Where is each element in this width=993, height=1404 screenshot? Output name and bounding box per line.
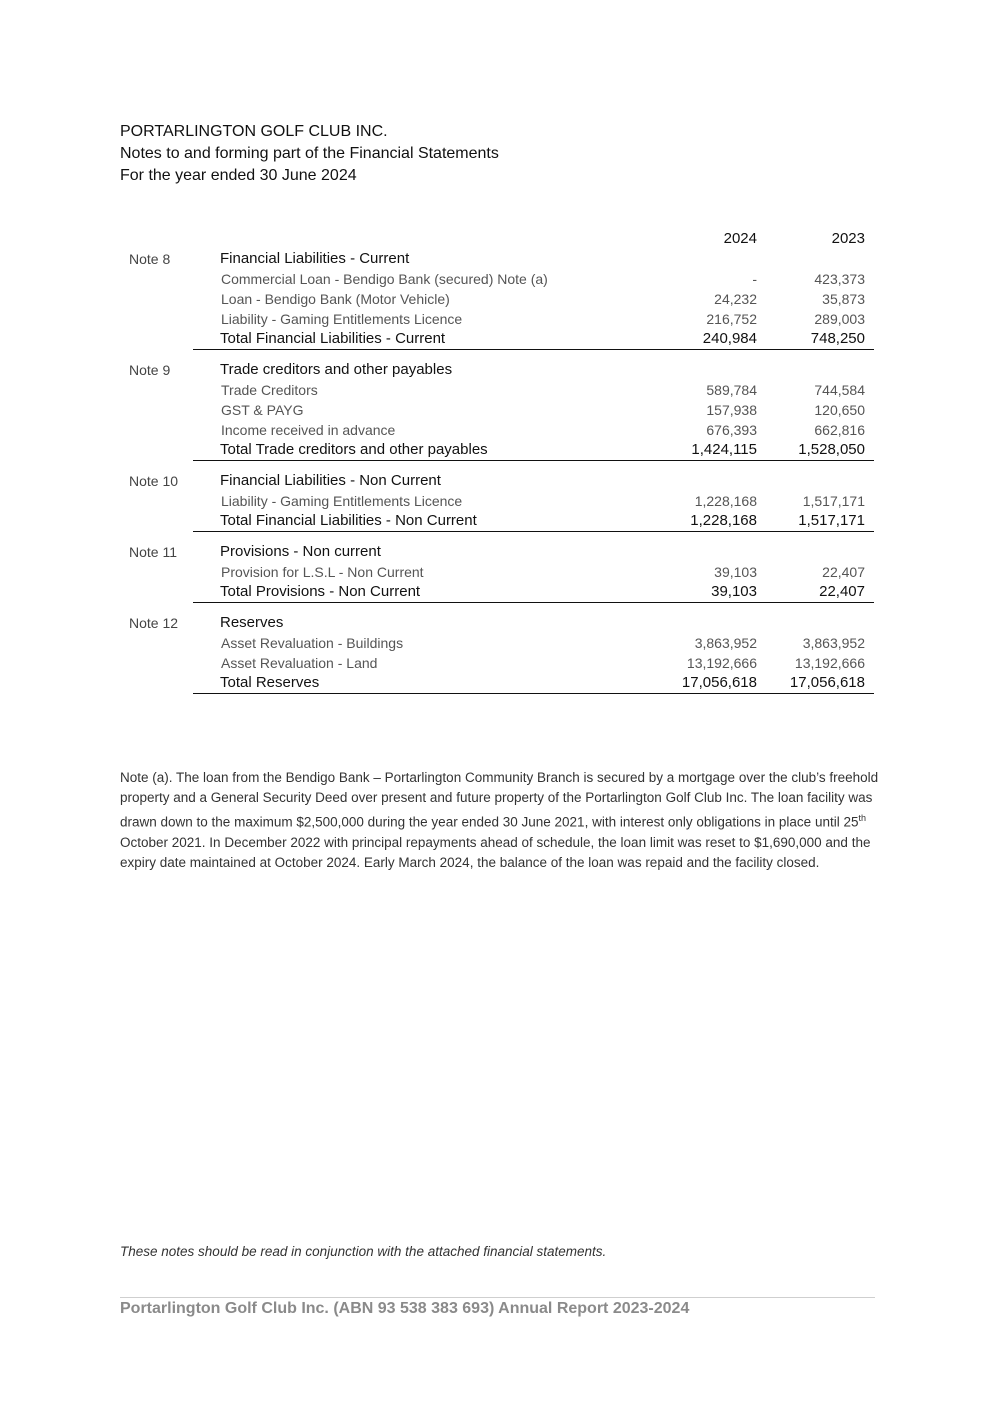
value-2024: 676,393 bbox=[706, 422, 757, 438]
note-section bbox=[0, 249, 993, 350]
section-gap bbox=[0, 350, 993, 360]
note-heading bbox=[0, 360, 993, 380]
value-2024: 240,984 bbox=[702, 330, 757, 347]
value-2024: 216,752 bbox=[706, 311, 757, 327]
value-2024: 3,863,952 bbox=[694, 635, 757, 651]
disclaimer-text: These notes should be read in conjunction with the attached financial statements. bbox=[120, 1244, 607, 1259]
total-row bbox=[193, 440, 874, 461]
section-gap bbox=[0, 461, 993, 471]
row-label: Loan - Bendigo Bank (Motor Vehicle) bbox=[221, 291, 450, 307]
total-row bbox=[193, 511, 874, 532]
row-label: Asset Revaluation - Land bbox=[221, 655, 378, 671]
row-label: Total Financial Liabilities - Non Current bbox=[220, 512, 477, 529]
note-section bbox=[0, 471, 993, 532]
year-header-row bbox=[0, 228, 993, 250]
value-2024: 24,232 bbox=[714, 291, 757, 307]
document-subtitle: Notes to and forming part of the Financial Statements bbox=[120, 145, 499, 162]
value-2024: 39,103 bbox=[714, 564, 757, 580]
value-2024: 39,103 bbox=[711, 583, 757, 600]
note-heading-text: Financial Liabilities - Current bbox=[220, 250, 410, 267]
value-2024: 13,192,666 bbox=[686, 655, 757, 671]
line-item-row bbox=[0, 269, 993, 289]
note-section bbox=[0, 542, 993, 603]
value-2023: 120,650 bbox=[814, 402, 865, 418]
note-label: Note 10 bbox=[129, 473, 179, 489]
note-heading bbox=[0, 542, 993, 562]
note-heading-text: Financial Liabilities - Non Current bbox=[220, 472, 441, 489]
row-label: Total Reserves bbox=[220, 674, 320, 691]
value-2024: - bbox=[752, 271, 757, 287]
value-2023: 3,863,952 bbox=[802, 635, 865, 651]
row-label: Trade Creditors bbox=[221, 382, 318, 398]
value-2023: 1,528,050 bbox=[798, 441, 865, 458]
footnote-superscript: th bbox=[858, 813, 866, 823]
footnote-note-a bbox=[120, 768, 880, 873]
note-heading bbox=[0, 471, 993, 491]
page-footer: Portarlington Golf Club Inc. (ABN 93 538 383 693) Annual Report 2023-2024 bbox=[120, 1300, 690, 1317]
value-2023: 22,407 bbox=[819, 583, 865, 600]
value-2023: 22,407 bbox=[822, 564, 865, 580]
line-item-row bbox=[0, 633, 993, 653]
notes-table bbox=[0, 249, 993, 694]
note-heading-text: Reserves bbox=[220, 614, 284, 631]
row-label: Liability - Gaming Entitlements Licence bbox=[221, 493, 463, 509]
value-2024: 17,056,618 bbox=[681, 674, 757, 691]
year-2024-header: 2024 bbox=[723, 230, 757, 247]
value-2024: 1,228,168 bbox=[690, 512, 757, 529]
value-2024: 157,938 bbox=[706, 402, 757, 418]
section-gap bbox=[0, 603, 993, 613]
value-2023: 662,816 bbox=[814, 422, 865, 438]
value-2024: 589,784 bbox=[706, 382, 757, 398]
footnote-text-part1: Note (a). The loan from the Bendigo Bank – Portarlington Community Branch is secured by a mortgage over the club’s freehold property and a General Security Deed over present and future property of the Portarlington Golf Club Inc. The loan facility was drawn down to the maximum $2,500,000 during the year ended 30 June 2021, with interest only obligations in place until 25 bbox=[120, 770, 879, 830]
note-heading-text: Trade creditors and other payables bbox=[220, 361, 453, 378]
line-item-row bbox=[0, 420, 993, 440]
line-item-row bbox=[0, 491, 993, 511]
note-label: Note 8 bbox=[129, 251, 171, 267]
year-2023-header: 2023 bbox=[831, 230, 865, 247]
value-2023: 35,873 bbox=[822, 291, 865, 307]
note-heading bbox=[0, 249, 993, 269]
value-2023: 13,192,666 bbox=[794, 655, 865, 671]
row-label: Total Provisions - Non Current bbox=[220, 583, 421, 600]
note-label: Note 12 bbox=[129, 615, 179, 631]
value-2024: 1,424,115 bbox=[691, 441, 757, 458]
row-label: Total Trade creditors and other payables bbox=[220, 441, 488, 458]
row-label: Asset Revaluation - Buildings bbox=[221, 635, 404, 651]
line-item-row bbox=[0, 653, 993, 673]
line-item-row bbox=[0, 289, 993, 309]
value-2023: 1,517,171 bbox=[802, 493, 865, 509]
line-item-row bbox=[0, 562, 993, 582]
row-label: Provision for L.S.L - Non Current bbox=[221, 564, 424, 580]
row-label: Total Financial Liabilities - Current bbox=[220, 330, 446, 347]
footnote-text-part2: October 2021. In December 2022 with principal repayments ahead of schedule, the loan limit was reset to $1,690,000 and the expiry date maintained at October 2024. Early March 2024, the balance of the loan was repaid and the facility closed. bbox=[120, 834, 871, 870]
line-item-row bbox=[0, 309, 993, 329]
note-label: Note 11 bbox=[129, 544, 177, 560]
value-2023: 748,250 bbox=[810, 330, 865, 347]
total-row bbox=[193, 329, 874, 350]
note-section bbox=[0, 613, 993, 694]
value-2024: 1,228,168 bbox=[694, 493, 757, 509]
note-heading bbox=[0, 613, 993, 633]
value-2023: 17,056,618 bbox=[789, 674, 865, 691]
note-label: Note 9 bbox=[129, 362, 171, 378]
value-2023: 1,517,171 bbox=[798, 512, 865, 529]
line-item-row bbox=[0, 380, 993, 400]
reporting-period: For the year ended 30 June 2024 bbox=[120, 167, 357, 184]
row-label: Income received in advance bbox=[221, 422, 396, 438]
footer-divider bbox=[120, 1297, 875, 1298]
org-name: PORTARLINGTON GOLF CLUB INC. bbox=[120, 123, 388, 140]
row-label: Commercial Loan - Bendigo Bank (secured) Note (a) bbox=[221, 271, 548, 287]
value-2023: 289,003 bbox=[814, 311, 865, 327]
total-row bbox=[193, 673, 874, 694]
section-gap bbox=[0, 532, 993, 542]
row-label: GST & PAYG bbox=[221, 402, 304, 418]
row-label: Liability - Gaming Entitlements Licence bbox=[221, 311, 463, 327]
note-heading-text: Provisions - Non current bbox=[220, 543, 381, 560]
line-item-row bbox=[0, 400, 993, 420]
document-header bbox=[120, 121, 499, 187]
value-2023: 423,373 bbox=[814, 271, 865, 287]
note-section bbox=[0, 360, 993, 461]
value-2023: 744,584 bbox=[814, 382, 865, 398]
total-row bbox=[193, 582, 874, 603]
